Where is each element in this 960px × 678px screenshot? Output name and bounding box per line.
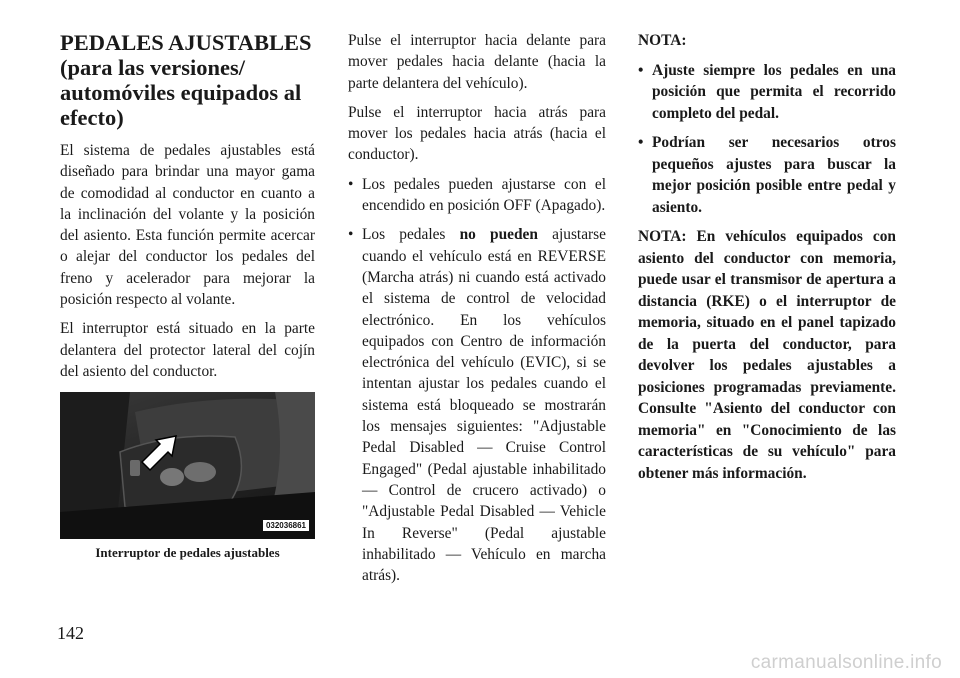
column-1: [60, 30, 315, 561]
figure-caption: Interruptor de pedales ajustables: [95, 545, 280, 561]
forward-instruction: Pulse el interruptor hacia delante para mover pedales hacia delante (hacia la parte delantera del vehículo).: [348, 32, 606, 92]
list-item: • Podrían ser necesarios otros pequeños ajustes para buscar la mejor posición posible entre pedal y asiento.: [638, 132, 896, 218]
column-2: [348, 30, 606, 594]
backward-instruction: Pulse el interruptor hacia atrás para mover los pedales hacia atrás (hacia el conductor).: [348, 103, 606, 164]
section-title: PEDALES AJUSTABLES (para las versiones/ automóviles equipados al efecto): [60, 30, 312, 130]
list-item: • Ajuste siempre los pedales en una posición que permita el recorrido completo del pedal.: [638, 60, 896, 125]
watermark: carmanualsonline.info: [750, 652, 942, 673]
switch-location-paragraph: El interruptor está situado en la parte delantera del protector lateral del cojín del asiento del conductor.: [60, 320, 315, 380]
page-number: 142: [57, 623, 84, 643]
adjustable-pedal-switch-photo: [60, 392, 315, 539]
conditions-list: [348, 174, 606, 587]
seat-switch-illustration: [60, 392, 315, 539]
figure-code: 032036861: [263, 520, 309, 531]
emphasis: no pueden: [459, 226, 538, 244]
pedal-switch-icon: [130, 460, 140, 476]
note-list: [638, 60, 896, 219]
note-label: NOTA:: [638, 32, 687, 49]
list-item: • Los pedales pueden ajustarse con el encendido en posición OFF (Apagado).: [348, 174, 606, 217]
column-3: [638, 30, 896, 492]
intro-paragraph: El sistema de pedales ajustables está diseñado para brindar una mayor gama de comodidad al conductor en cuanto a la inclinación del volante y la posición del asiento. Esta función permite acercar o alejar del conductor los pedales del freno y acelerador para mejorar la posición respecto al volante.: [60, 142, 315, 309]
memory-note: NOTA: En vehículos equipados con asiento del conductor con memoria, puede usar el transmisor de apertura a distancia (RKE) o el interruptor de memoria, situado en el panel tapizado de la puerta del conductor, para devolver los pedales ajustables a posiciones programadas previamente. Consulte "Asiento del conductor con memoria" en "Conocimiento de las características de su vehículo" para obtener más información.: [638, 228, 896, 482]
list-item: • Los pedales no pueden ajustarse cuando el vehículo está en REVERSE (Marcha atrás) ni cuando está activado el sistema de control de velocidad electrónico. En los vehículos equipados con Centro de información electrónica del vehículo (EVIC), si se intentan ajustar los pedales cuando el sistema está bloqueado se mostrarán los mensajes siguientes: "Adjustable Pedal Disabled — Cruise Control Engaged" (Pedal ajustable inhabilitado — Control de crucero activado) o "Adjustable Pedal Disabled — Vehicle In Reverse" (Pedal ajustable inhabilitado — Vehículo en marcha atrás).: [348, 224, 606, 586]
